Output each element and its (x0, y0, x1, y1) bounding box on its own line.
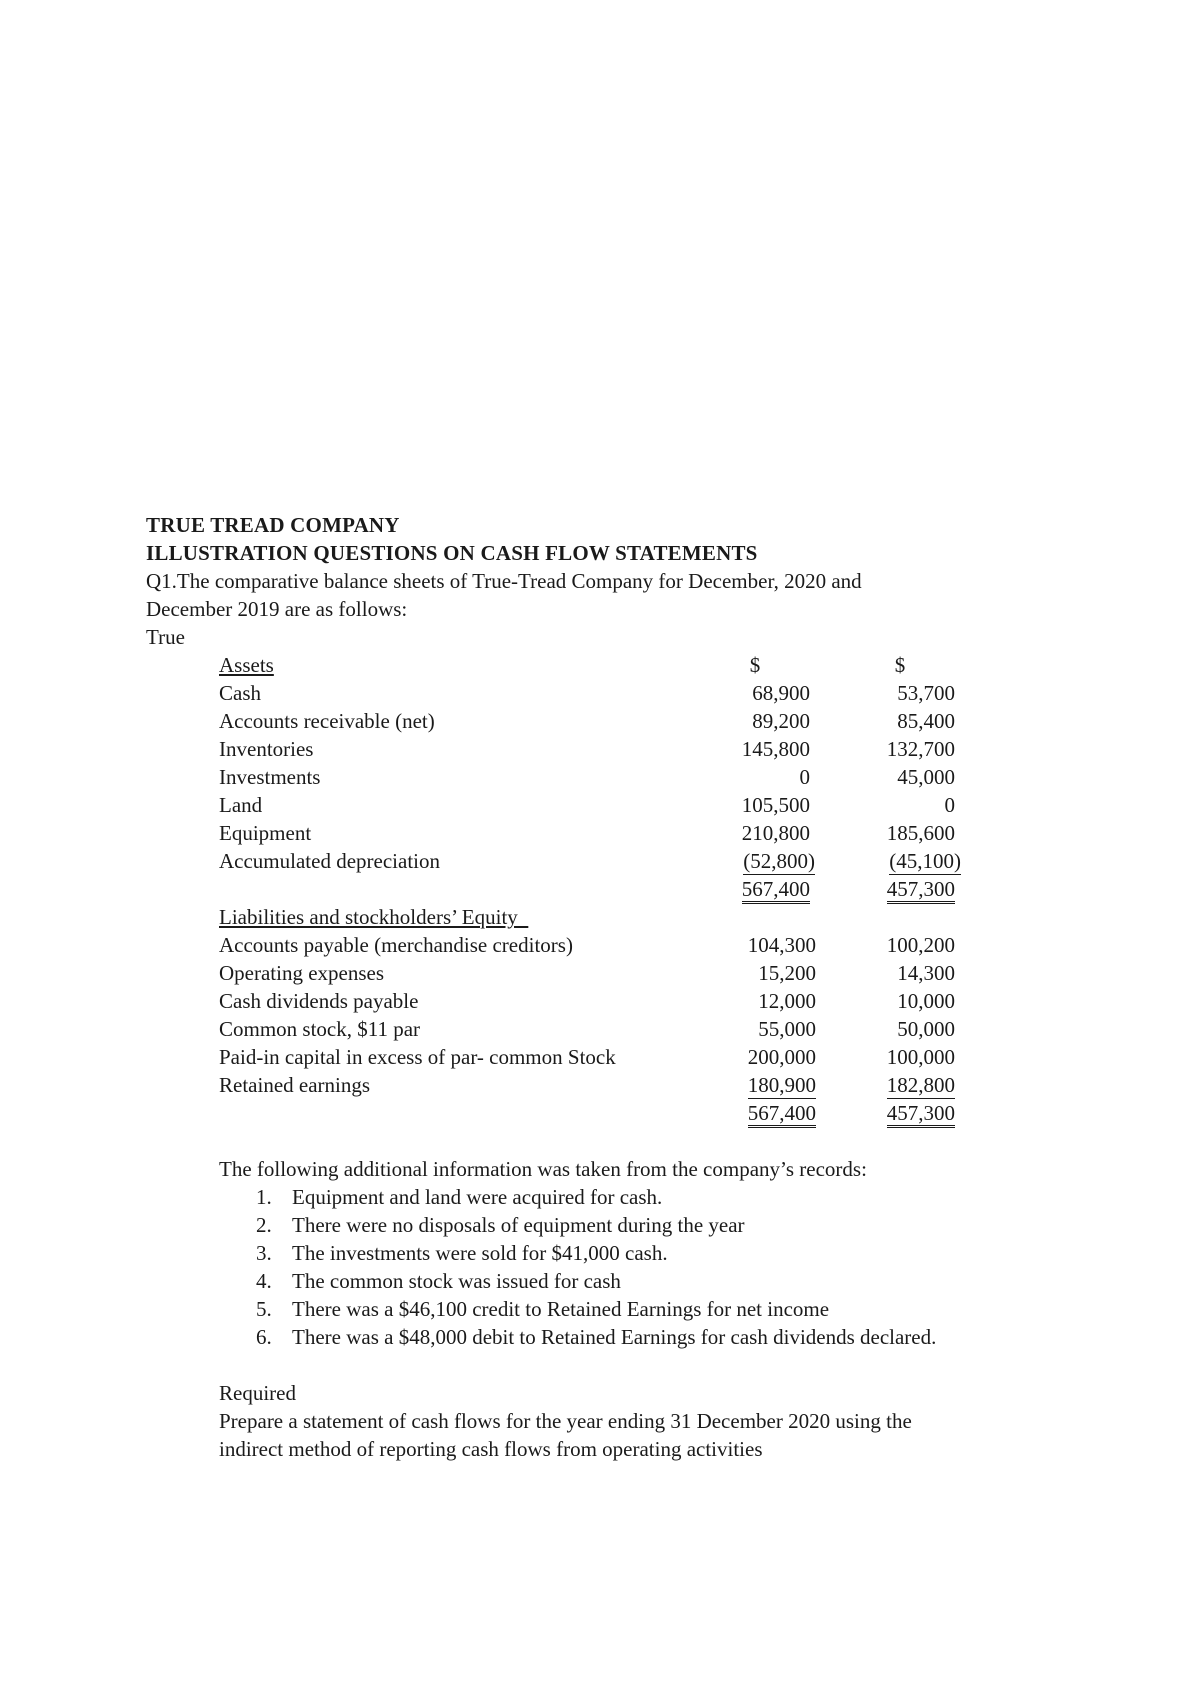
list-text: Equipment and land were acquired for cash. (292, 1185, 663, 1209)
row-label: Land (219, 793, 263, 817)
value-2020: 105,500 (741, 793, 810, 817)
row-label: Inventories (219, 737, 314, 761)
liabilities-heading: Liabilities and stockholders’ Equity (219, 905, 529, 929)
assets-total-2020: 567,400 (742, 877, 810, 904)
list-text: There was a $46,100 credit to Retained Earnings for net income (292, 1297, 830, 1321)
value-2019: 53,700 (897, 681, 955, 705)
document-subtitle: ILLUSTRATION QUESTIONS ON CASH FLOW STATEMENTS (146, 541, 758, 565)
value-2020: 55,000 (758, 1017, 816, 1041)
list-number: 2. (256, 1213, 272, 1237)
value-2020: 180,900 (747, 1073, 816, 1097)
required-text-line-2: indirect method of reporting cash flows from operating activities (219, 1437, 763, 1461)
value-2020: 210,800 (741, 821, 810, 845)
list-item (219, 1267, 1046, 1295)
liabilities-total-2019: 457,300 (887, 1101, 955, 1128)
assets-total-row (219, 875, 1046, 903)
row-label: Common stock, $11 par (219, 1017, 421, 1041)
value-2019: 182,800 (886, 1073, 955, 1097)
row-label: Equipment (219, 821, 312, 845)
list-item (219, 1211, 1046, 1239)
question-label: True (146, 625, 185, 649)
list-number: 6. (256, 1325, 272, 1349)
table-row (219, 735, 1046, 763)
assets-heading: Assets (219, 653, 274, 677)
table-row (219, 791, 1046, 819)
question-intro-line-1: Q1.The comparative balance sheets of True-Tread Company for December, 2020 and (146, 569, 862, 593)
value-2020: 104,300 (747, 933, 816, 957)
value-2019: 0 (944, 793, 955, 817)
table-row (219, 1043, 1046, 1071)
table-row (219, 987, 1046, 1015)
list-number: 1. (256, 1185, 272, 1209)
value-2020: 89,200 (752, 709, 810, 733)
value-2020: 200,000 (747, 1045, 816, 1069)
value-2019: 45,000 (897, 765, 955, 789)
column-header-2019: $ (894, 653, 906, 677)
company-title: TRUE TREAD COMPANY (146, 513, 400, 537)
list-text: There were no disposals of equipment during the year (292, 1213, 745, 1237)
assets-heading-row (219, 651, 1046, 679)
liabilities-total-row (219, 1099, 1046, 1127)
document-page (146, 511, 1046, 1463)
table-row (219, 847, 1046, 875)
table-row (219, 931, 1046, 959)
additional-info-list (219, 1183, 1046, 1351)
list-number: 4. (256, 1269, 272, 1293)
value-2019: 14,300 (897, 961, 955, 985)
value-2020: 15,200 (758, 961, 816, 985)
value-2019: 10,000 (897, 989, 955, 1013)
value-2019: 85,400 (897, 709, 955, 733)
table-row (219, 819, 1046, 847)
list-item (219, 1295, 1046, 1323)
table-row (219, 763, 1046, 791)
row-label: Cash dividends payable (219, 989, 419, 1013)
value-2020: 68,900 (752, 681, 810, 705)
balance-sheet (219, 651, 1046, 1463)
table-row (219, 1015, 1046, 1043)
value-2019: (45,100) (889, 849, 961, 873)
value-2020: 0 (799, 765, 810, 789)
list-text: The investments were sold for $41,000 cash. (292, 1241, 668, 1265)
required-heading: Required (219, 1381, 296, 1405)
row-label: Investments (219, 765, 321, 789)
assets-total-2019: 457,300 (887, 877, 955, 904)
list-number: 5. (256, 1297, 272, 1321)
list-text: The common stock was issued for cash (292, 1269, 621, 1293)
row-label: Paid-in capital in excess of par- common Stock (219, 1045, 616, 1069)
row-label: Accounts receivable (net) (219, 709, 435, 733)
column-header-2020: $ (749, 653, 761, 677)
additional-info-intro: The following additional information was taken from the company’s records: (219, 1157, 867, 1181)
list-item (219, 1323, 1046, 1351)
table-row (219, 679, 1046, 707)
table-row (219, 1071, 1046, 1099)
required-text-line-1: Prepare a statement of cash flows for the year ending 31 December 2020 using the (219, 1409, 912, 1433)
list-item (219, 1239, 1046, 1267)
question-intro-line-2: December 2019 are as follows: (146, 597, 408, 621)
value-2019: 132,700 (886, 737, 955, 761)
value-2019: 100,000 (886, 1045, 955, 1069)
row-label: Cash (219, 681, 261, 705)
value-2019: 50,000 (897, 1017, 955, 1041)
row-label: Retained earnings (219, 1073, 371, 1097)
list-item (219, 1183, 1046, 1211)
row-label: Accounts payable (merchandise creditors) (219, 933, 573, 957)
value-2020: (52,800) (743, 849, 815, 873)
row-label: Accumulated depreciation (219, 849, 440, 873)
value-2019: 185,600 (886, 821, 955, 845)
liabilities-heading-row (219, 903, 1046, 931)
table-row (219, 959, 1046, 987)
row-label: Operating expenses (219, 961, 385, 985)
table-row (219, 707, 1046, 735)
list-text: There was a $48,000 debit to Retained Earnings for cash dividends declared. (292, 1325, 937, 1349)
value-2019: 100,200 (886, 933, 955, 957)
value-2020: 12,000 (758, 989, 816, 1013)
value-2020: 145,800 (741, 737, 810, 761)
list-number: 3. (256, 1241, 272, 1265)
liabilities-total-2020: 567,400 (748, 1101, 816, 1128)
